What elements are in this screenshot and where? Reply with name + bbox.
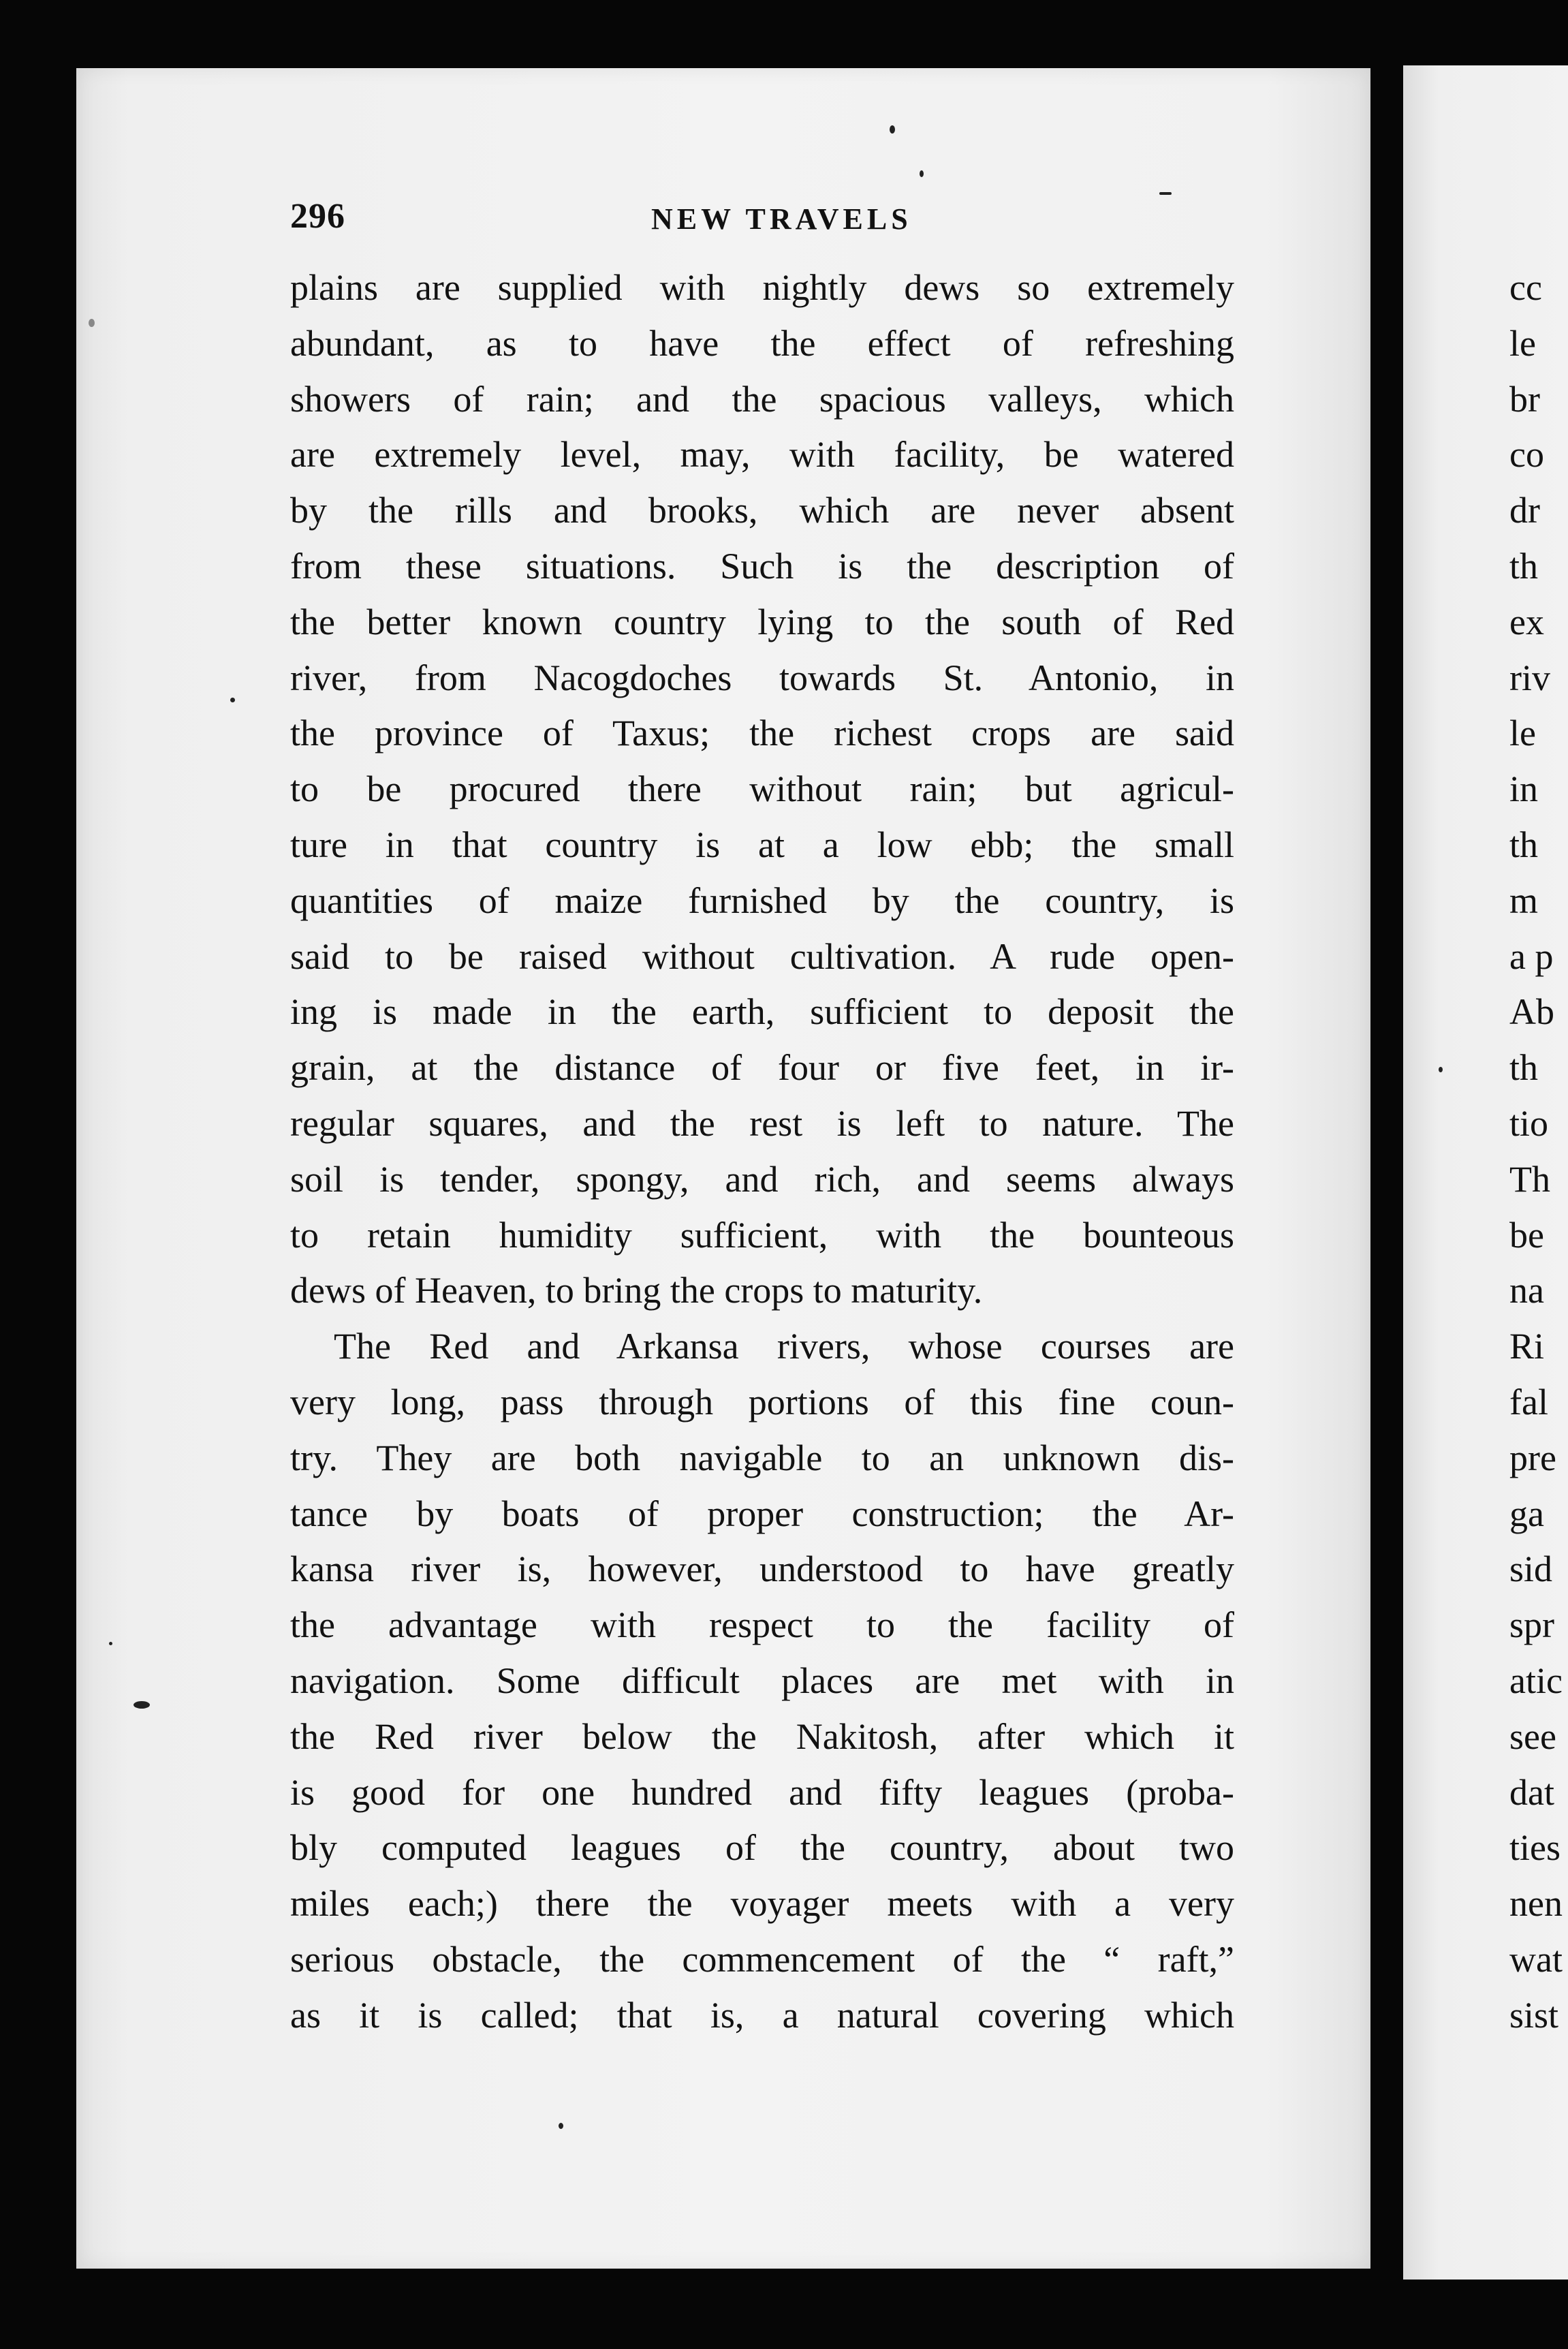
- fragment-line: dr: [1509, 490, 1540, 531]
- fragment-line: dat: [1509, 1771, 1554, 1813]
- scan-speck: [1159, 192, 1172, 195]
- text-line: try. They are both navigable to an unknown dis-: [290, 1437, 1234, 1478]
- text-line: from these situations. Such is the description of: [290, 545, 1234, 587]
- fragment-line: in: [1509, 768, 1539, 810]
- body-text: [290, 260, 1234, 2044]
- scan-speck: [109, 1642, 112, 1645]
- fragment-line: tio: [1509, 1102, 1549, 1144]
- text-line: soil is tender, spongy, and rich, and seems always: [290, 1158, 1234, 1200]
- text-line: said to be raised without cultivation. A rude open-: [290, 935, 1234, 977]
- fragment-line: Th: [1509, 1158, 1550, 1200]
- fragment-line: ga: [1509, 1493, 1544, 1534]
- text-line: the advantage with respect to the facility of: [290, 1604, 1234, 1646]
- text-line: miles each;) there the voyager meets with a very: [290, 1883, 1234, 1925]
- scan-speck: [890, 125, 895, 134]
- fragment-line: a p: [1509, 935, 1554, 977]
- fragment-line: wat: [1509, 1938, 1563, 1980]
- text-line: to be procured there without rain; but agricul-: [290, 768, 1234, 810]
- fragment-line: nen: [1509, 1883, 1563, 1925]
- fragment-line: th: [1509, 824, 1539, 865]
- running-head: NEW TRAVELS: [651, 202, 912, 236]
- text-line: The Red and Arkansa rivers, whose courses are: [334, 1326, 1234, 1367]
- text-line: are extremely level, may, with facility, be watered: [290, 434, 1234, 476]
- text-line: dews of Heaven, to bring the crops to maturity.: [290, 1270, 983, 1311]
- text-line: plains are supplied with nightly dews so extremely: [290, 267, 1234, 308]
- fragment-line: Ab: [1509, 991, 1554, 1033]
- fragment-line: cc: [1509, 267, 1542, 308]
- text-line: quantities of maize furnished by the country, is: [290, 880, 1234, 921]
- fragment-line: riv: [1509, 657, 1550, 698]
- fragment-line: m: [1509, 880, 1539, 921]
- text-line: the better known country lying to the south of Red: [290, 601, 1234, 642]
- fragment-line: ties: [1509, 1827, 1561, 1869]
- text-line: very long, pass through portions of this fine coun-: [290, 1381, 1234, 1422]
- text-line: showers of rain; and the spacious valleys, which: [290, 378, 1234, 420]
- text-line: regular squares, and the rest is left to nature. The: [290, 1102, 1234, 1144]
- text-line: the province of Taxus; the richest crops are said: [290, 713, 1234, 754]
- text-line: river, from Nacogdoches towards St. Antonio, in: [290, 657, 1234, 698]
- fragment-line: th: [1509, 545, 1539, 587]
- fragment-line: le: [1509, 322, 1536, 364]
- text-line: abundant, as to have the effect of refreshing: [290, 322, 1234, 364]
- text-line: serious obstacle, the commencement of the “ raft,”: [290, 1938, 1234, 1980]
- scan-speck: [89, 319, 95, 327]
- fragment-line: sid: [1509, 1549, 1553, 1590]
- fragment-line: spr: [1509, 1604, 1554, 1646]
- fragment-line: br: [1509, 378, 1540, 420]
- scan-speck: [920, 170, 924, 177]
- text-line: as it is called; that is, a natural covering which: [290, 1994, 1234, 2036]
- text-line: the Red river below the Nakitosh, after which it: [290, 1715, 1234, 1757]
- fragment-line: see: [1509, 1715, 1556, 1757]
- page-number: 296: [290, 197, 345, 236]
- text-line: bly computed leagues of the country, about two: [290, 1827, 1234, 1869]
- text-line: grain, at the distance of four or five feet, in ir-: [290, 1047, 1234, 1089]
- facing-page-text-fragments: [1509, 260, 1568, 2044]
- text-line: to retain humidity sufficient, with the bounteous: [290, 1214, 1234, 1256]
- fragment-line: ex: [1509, 601, 1544, 642]
- scan-speck: [134, 1701, 150, 1709]
- fragment-line: fal: [1509, 1381, 1548, 1422]
- fragment-line: Ri: [1509, 1326, 1545, 1367]
- fragment-line: le: [1509, 713, 1536, 754]
- text-line: navigation. Some difficult places are met with in: [290, 1660, 1234, 1701]
- fragment-line: atic: [1509, 1660, 1563, 1701]
- text-line: ture in that country is at a low ebb; the small: [290, 824, 1234, 865]
- fragment-line: pre: [1509, 1437, 1556, 1478]
- text-line: ing is made in the earth, sufficient to deposit the: [290, 991, 1234, 1033]
- scan-speck: [1439, 1067, 1443, 1072]
- text-line: is good for one hundred and fifty leagues (proba-: [290, 1771, 1234, 1813]
- text-line: tance by boats of proper construction; the Ar-: [290, 1493, 1234, 1534]
- text-line: by the rills and brooks, which are never absent: [290, 490, 1234, 531]
- scan-speck: [559, 2123, 563, 2129]
- fragment-line: th: [1509, 1047, 1539, 1089]
- fragment-line: na: [1509, 1270, 1544, 1311]
- fragment-line: sist: [1509, 1994, 1559, 2036]
- text-line: kansa river is, however, understood to have greatly: [290, 1549, 1234, 1590]
- scan-speck: [230, 698, 235, 702]
- fragment-line: co: [1509, 434, 1544, 476]
- fragment-line: be: [1509, 1214, 1544, 1256]
- page-header: [290, 196, 1244, 244]
